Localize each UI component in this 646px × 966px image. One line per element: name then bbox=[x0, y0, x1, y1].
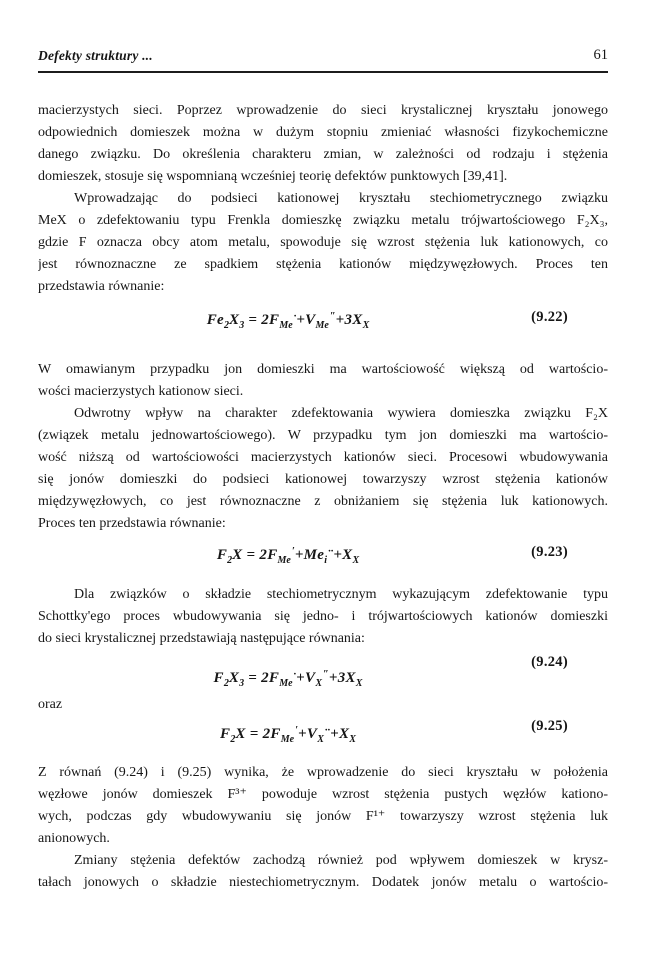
text-line: Schottky'ego proces wbudowywania się jedno- i trójwartościowych kationów domieszki bbox=[38, 609, 608, 624]
text-line: domieszek, stosuje się wspomnianą wcześniej teorię defektów punktowych [39,41]. bbox=[38, 169, 508, 184]
page-body bbox=[38, 100, 608, 894]
page-header bbox=[38, 46, 608, 64]
equation-formula: $Fe_2X_3 = 2F_{Me}^\cdot+V_{Me}''+3X_X$ bbox=[206, 311, 370, 331]
running-head: Defekty struktury ... bbox=[38, 48, 153, 63]
equation bbox=[38, 541, 608, 566]
text-line: wych, podczas gdy wbudowywaniu się jonów F¹⁺ towarzyszy wzrost stężenia luk bbox=[38, 809, 608, 824]
text-line: Z równań (9.24) i (9.25) wynika, że wprowadzenie do sieci kryształu w położenia bbox=[38, 765, 608, 780]
text-line: Zmiany stężenia defektów zachodzą również pod wpływem domieszek w krysz- bbox=[74, 853, 608, 868]
paragraph bbox=[38, 584, 608, 650]
equation-formula: $F_2X = 2F_{Me}'+V_X^{\cdot\cdot}+X_X$ bbox=[220, 725, 356, 745]
equation-number: (9.25) bbox=[531, 718, 568, 734]
text-line: (związek metalu jednowartościowego). W przypadku tym jon domieszki ma wartościo- bbox=[38, 428, 608, 443]
text-line: macierzystych sieci. Poprzez wprowadzenie do sieci krystalicznej kryształu jonowego bbox=[38, 103, 608, 118]
equation bbox=[38, 306, 608, 331]
text-line: Proces ten przedstawia równanie: bbox=[38, 516, 226, 531]
text-line: jest równoznaczne ze spadkiem stężenia kationów międzywęzłowych. Proces ten bbox=[38, 257, 608, 272]
text-line: danego związku. Do określenia charakteru zmian, w zależności od rodzaju i stężenia bbox=[38, 147, 608, 162]
equation bbox=[38, 718, 608, 745]
paragraph bbox=[38, 359, 608, 403]
paragraph bbox=[38, 850, 608, 894]
text-line: MeX o zdefektowaniu typu Frenkla domieszkę związku metalu trójwartościowego F₂X₃, bbox=[38, 213, 608, 228]
text-line: W omawianym przypadku jon domieszki ma wartościowość większą od wartościo- bbox=[38, 362, 608, 377]
equation-formula: $F_2X_3 = 2F_{Me}^\cdot+V_X''+3X_X$ bbox=[213, 669, 363, 689]
equation-number: (9.24) bbox=[531, 654, 568, 670]
text-line: gdzie F oznacza obcy atom metalu, spowoduje się wzrost stężenia luk kationowych, co bbox=[38, 235, 608, 250]
equation bbox=[38, 654, 608, 689]
text-line: wość niższą od wartościowości macierzystych kationów sieci. Procesowi wbudowywania bbox=[38, 450, 608, 465]
equation-number: (9.23) bbox=[531, 544, 568, 560]
text-line: przedstawia równanie: bbox=[38, 279, 165, 294]
text-line: oraz bbox=[38, 697, 63, 712]
paragraph bbox=[38, 403, 608, 535]
paragraph bbox=[38, 694, 608, 716]
text-line: się jonów domieszki do podsieci kationowej towarzyszy wzrost stężenia kationów bbox=[38, 472, 608, 487]
paragraph bbox=[38, 762, 608, 850]
text-line: odpowiednich domieszek można w dużym stopniu zmieniać własności fizykochemiczne bbox=[38, 125, 608, 140]
page-number: 61 bbox=[593, 47, 608, 63]
equation-formula: $F_2X = 2F_{Me}'+Me_i^{\cdot\cdot}+X_X$ bbox=[216, 546, 360, 566]
text-line: anionowych. bbox=[38, 831, 110, 846]
paragraph bbox=[38, 188, 608, 298]
header-rule bbox=[38, 71, 608, 73]
text-line: wości macierzystych kationow sieci. bbox=[38, 384, 244, 399]
paragraph bbox=[38, 100, 608, 188]
text-line: Dla związków o składzie stechiometrycznym wykazującym zdefektowanie typu bbox=[74, 587, 608, 602]
text-line: tałach jonowych o składzie niestechiometrycznym. Dodatek jonów metalu o wartościo- bbox=[38, 875, 608, 890]
text-line: Odwrotny wpływ na charakter zdefektowania wywiera domieszka związku F₂X bbox=[74, 406, 608, 421]
text-line: międzywęzłowych, co jest równoznaczne z obniżaniem się stężenia luk kationowych. bbox=[38, 494, 608, 509]
text-line: Wprowadzając do podsieci kationowej kryształu stechiometrycznego związku bbox=[74, 191, 608, 206]
text-line: do sieci krystalicznej przedstawiają następujące równania: bbox=[38, 631, 365, 646]
text-line: węzłowe jonów domieszek F³⁺ powoduje wzrost stężenia pustych węzłów kationo- bbox=[38, 787, 608, 802]
equation-number: (9.22) bbox=[531, 309, 568, 325]
